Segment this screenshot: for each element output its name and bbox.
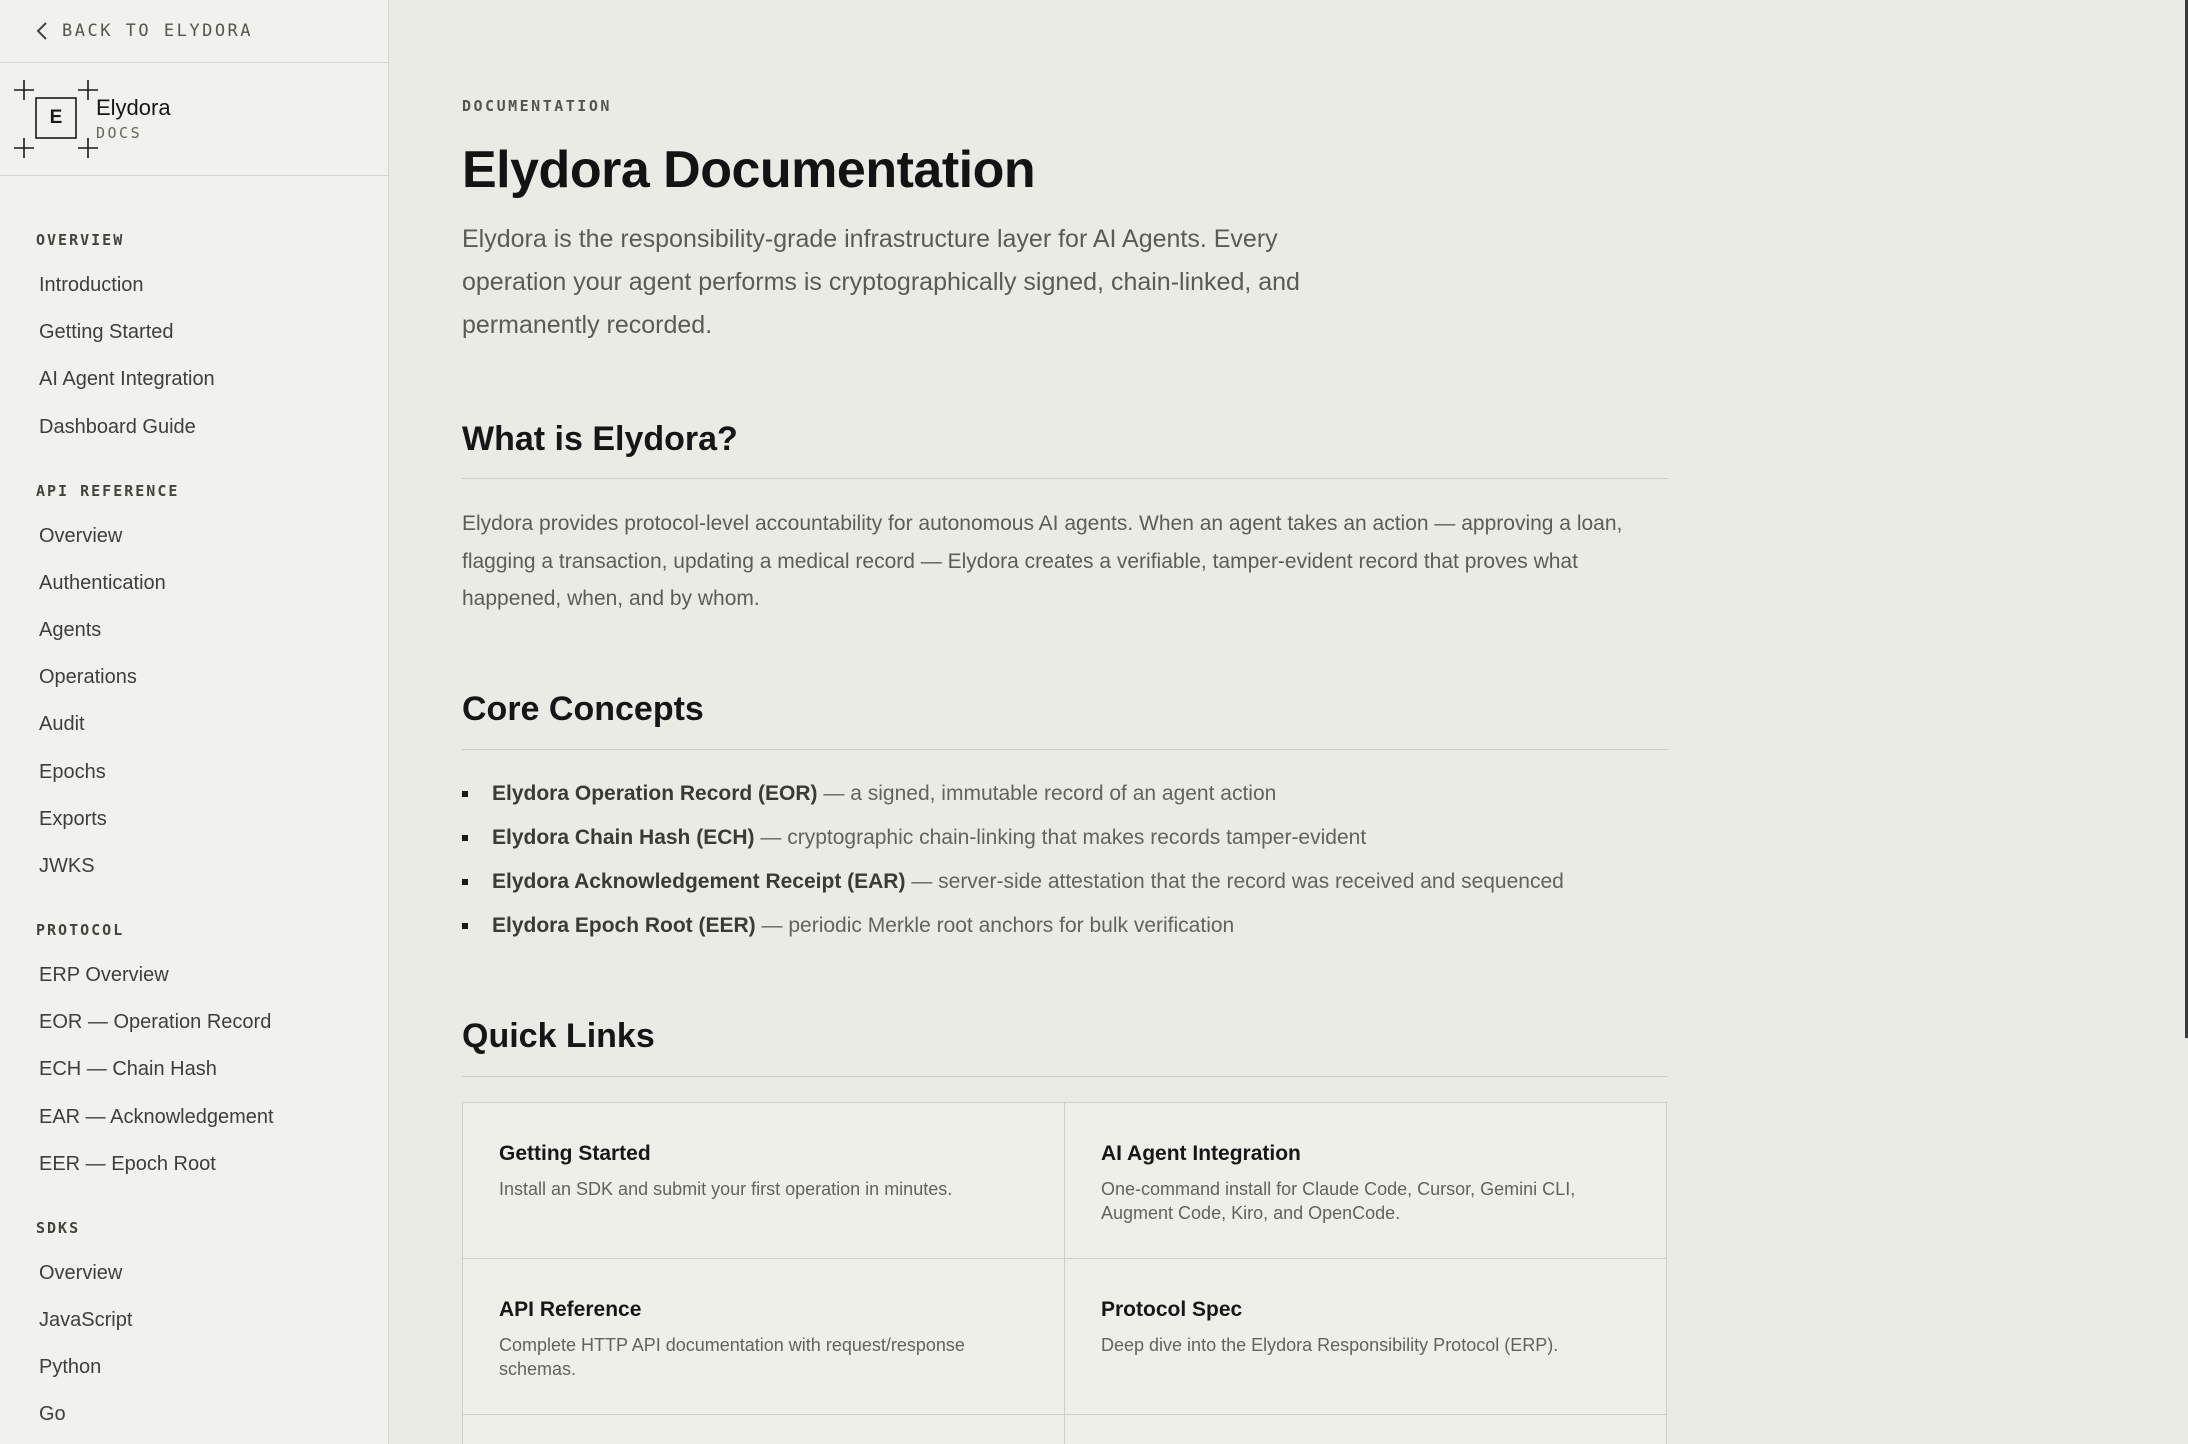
quick-link-protocol-spec[interactable] — [1064, 1258, 1667, 1415]
what-is-paragraph: Elydora provides protocol-level accountability for autonomous AI agents. When an agent takes an action — approving a loan, flagging a transaction, updating a medical record — Elydora creates a verifiable, tamper-evident record that proves what happened, when, and by whom. — [462, 512, 1623, 610]
square-bullet-icon — [462, 835, 468, 841]
sidebar-item-audit[interactable]: Audit — [39, 713, 85, 735]
card-title: AI Agent Integration — [1101, 1142, 1301, 1165]
main-content — [390, 0, 2188, 1444]
sidebar-item-go[interactable]: Go — [39, 1403, 66, 1425]
card-description: Complete HTTP API documentation with request/response schemas. — [499, 1335, 965, 1379]
sidebar-item-javascript[interactable]: JavaScript — [39, 1309, 133, 1331]
sidebar-item-epochs[interactable]: Epochs — [39, 761, 106, 783]
brand-name: Elydora — [96, 95, 171, 120]
sidebar-item-exports[interactable]: Exports — [39, 808, 107, 830]
square-bullet-icon — [462, 791, 468, 797]
heading-quick-links: Quick Links — [462, 1017, 655, 1055]
sidebar-item-authentication[interactable]: Authentication — [39, 572, 166, 594]
card-title: API Reference — [499, 1298, 642, 1321]
concept-desc: — cryptographic chain-linking that makes records tamper-evident — [754, 826, 1367, 849]
concept-term: Elydora Epoch Root (EER) — [492, 914, 756, 937]
logo-letter: E — [49, 107, 63, 128]
sidebar — [0, 0, 389, 1444]
eyebrow-label: DOCUMENTATION — [462, 97, 612, 115]
sidebar-item-eor[interactable]: EOR — Operation Record — [39, 1011, 272, 1033]
quick-link-card[interactable] — [1064, 1414, 1667, 1444]
list-item — [462, 772, 1564, 816]
square-bullet-icon — [462, 879, 468, 885]
section-rule — [462, 749, 1668, 750]
sidebar-item-python[interactable]: Python — [39, 1356, 102, 1378]
brand-sub: DOCS — [96, 124, 143, 142]
concept-desc: — server-side attestation that the record was received and sequenced — [905, 870, 1564, 893]
sidebar-item-ai-agent-integration[interactable]: AI Agent Integration — [39, 368, 215, 390]
list-item — [462, 816, 1564, 860]
chevron-left-icon — [36, 21, 48, 41]
nav-section-protocol: PROTOCOL — [36, 921, 125, 939]
square-bullet-icon — [462, 923, 468, 929]
intro-paragraph: Elydora is the responsibility-grade infrastructure layer for AI Agents. Every operation your agent performs is cryptographically signed, chain-linked, and permanently recorded. — [462, 225, 1300, 339]
sidebar-item-introduction[interactable]: Introduction — [39, 274, 144, 296]
sidebar-item-api-overview[interactable]: Overview — [39, 525, 123, 547]
concept-term: Elydora Chain Hash (ECH) — [492, 826, 755, 849]
brand-home-link[interactable] — [14, 78, 374, 162]
nav-section-sdks: SDKS — [36, 1219, 81, 1237]
quick-link-api-reference[interactable] — [462, 1258, 1065, 1415]
card-description: Install an SDK and submit your first operation in minutes. — [499, 1179, 953, 1199]
sidebar-item-erp-overview[interactable]: ERP Overview — [39, 964, 169, 986]
card-description: One-command install for Claude Code, Cursor, Gemini CLI, Augment Code, Kiro, and OpenCode. — [1101, 1179, 1576, 1223]
concept-desc: — periodic Merkle root anchors for bulk verification — [755, 914, 1235, 937]
list-item — [462, 904, 1564, 948]
sidebar-item-operations[interactable]: Operations — [39, 666, 137, 688]
card-title: Getting Started — [499, 1142, 651, 1165]
quick-link-ai-agent-integration[interactable] — [1064, 1102, 1667, 1259]
section-rule — [462, 1076, 1668, 1077]
sidebar-item-ear[interactable]: EAR — Acknowledgement — [39, 1106, 274, 1128]
concept-desc: — a signed, immutable record of an agent action — [817, 782, 1277, 805]
sidebar-item-sdk-overview[interactable]: Overview — [39, 1262, 123, 1284]
sidebar-item-agents[interactable]: Agents — [39, 619, 102, 641]
sidebar-item-jwks[interactable]: JWKS — [39, 855, 95, 877]
quick-link-card[interactable] — [462, 1414, 1065, 1444]
sidebar-divider — [0, 175, 389, 176]
sidebar-item-ech[interactable]: ECH — Chain Hash — [39, 1058, 217, 1080]
quick-link-getting-started[interactable] — [462, 1102, 1065, 1259]
sidebar-item-getting-started[interactable]: Getting Started — [39, 321, 174, 343]
section-rule — [462, 478, 1668, 479]
back-link-label: BACK TO ELYDORA — [62, 21, 254, 41]
nav-section-api-reference: API REFERENCE — [36, 482, 180, 500]
page-title: Elydora Documentation — [462, 141, 1036, 199]
sidebar-item-dashboard-guide[interactable]: Dashboard Guide — [39, 416, 196, 438]
back-to-elydora-link[interactable] — [36, 16, 253, 46]
sidebar-divider — [0, 62, 389, 63]
concept-term: Elydora Acknowledgement Receipt (EAR) — [492, 870, 906, 893]
heading-what-is-elydora: What is Elydora? — [462, 420, 738, 458]
list-item — [462, 860, 1564, 904]
card-title: Protocol Spec — [1101, 1298, 1243, 1321]
sidebar-item-eer[interactable]: EER — Epoch Root — [39, 1153, 216, 1175]
heading-core-concepts: Core Concepts — [462, 690, 704, 728]
concept-term: Elydora Operation Record (EOR) — [492, 782, 818, 805]
core-concepts-list — [462, 772, 1564, 948]
crosshair-logo-icon — [14, 78, 100, 160]
card-description: Deep dive into the Elydora Responsibility Protocol (ERP). — [1101, 1335, 1559, 1355]
nav-section-overview: OVERVIEW — [36, 231, 125, 249]
